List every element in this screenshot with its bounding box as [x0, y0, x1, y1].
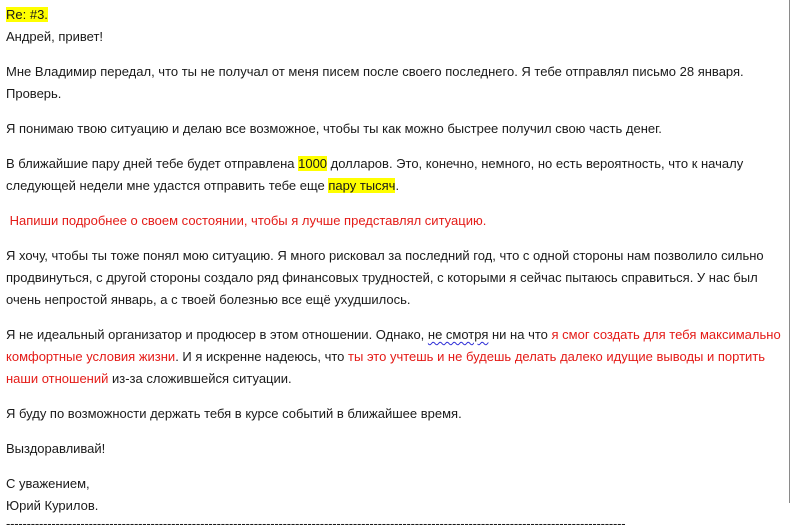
- email-body: [6, 4, 782, 529]
- paragraph-4-red: Напиши подробнее о своем состоянии, чтобы я лучше представлял ситуацию.: [6, 213, 487, 228]
- subject-line: [6, 4, 782, 26]
- paragraph-5: Я хочу, чтобы ты тоже понял мою ситуацию. Я много рисковал за последний год, что с одной стороны нам позволило сильно продвинуться, с другой стороны создало ряд финансовых трудностей, с которыми я сейчас пытаюсь справиться. У нас был очень непростой январь, а с твоей болезнью все ещё ухудшилось.: [6, 248, 764, 307]
- separator-line: ------------------------------------------------------------------------------------------------------------------------------------------------------: [6, 519, 626, 529]
- thousands-highlight: пару тысяч: [328, 178, 396, 193]
- spellcheck-word[interactable]: не смотря: [427, 327, 489, 342]
- paragraph-6: Я не идеальный организатор и продюсер в этом отношении. Однако, не смотря ни на что я смог создать для тебя максимально комфортные условия жизни. И я искренне надеюсь, что ты это учтешь и не будешь делать далеко идущие выводы и портить наши отношений из-за сложившейся ситуации.: [6, 327, 781, 386]
- red-phrase-2: ты это учтешь и не будешь делать далеко идущие выводы и портить наши отношений: [6, 349, 766, 386]
- signature: Юрий Курилов.: [6, 498, 99, 513]
- paragraph-8: Выздоравливай!: [6, 441, 106, 456]
- red-phrase-1: я смог создать для тебя максимально комфортные условия жизни: [6, 327, 781, 364]
- window-edge: [789, 0, 790, 503]
- paragraph-1: Мне Владимир передал, что ты не получал от меня писем после своего последнего. Я тебе отправлял письмо 28 января. Проверь.: [6, 64, 744, 101]
- greeting: Андрей, привет!: [6, 29, 104, 44]
- paragraph-7: Я буду по возможности держать тебя в курсе событий в ближайшее время.: [6, 406, 462, 421]
- amount-highlight: 1000: [298, 156, 328, 171]
- closing: С уважением,: [6, 476, 90, 491]
- paragraph-3: В ближайшие пару дней тебе будет отправлена 1000 долларов. Это, конечно, немного, но есть вероятность, что к началу следующей недели мне удастся отправить тебе еще пару тысяч.: [6, 156, 744, 193]
- paragraph-2: Я понимаю твою ситуацию и делаю все возможное, чтобы ты как можно быстрее получил свою часть денег.: [6, 121, 662, 136]
- subject-highlight: Re: #3.: [6, 7, 48, 22]
